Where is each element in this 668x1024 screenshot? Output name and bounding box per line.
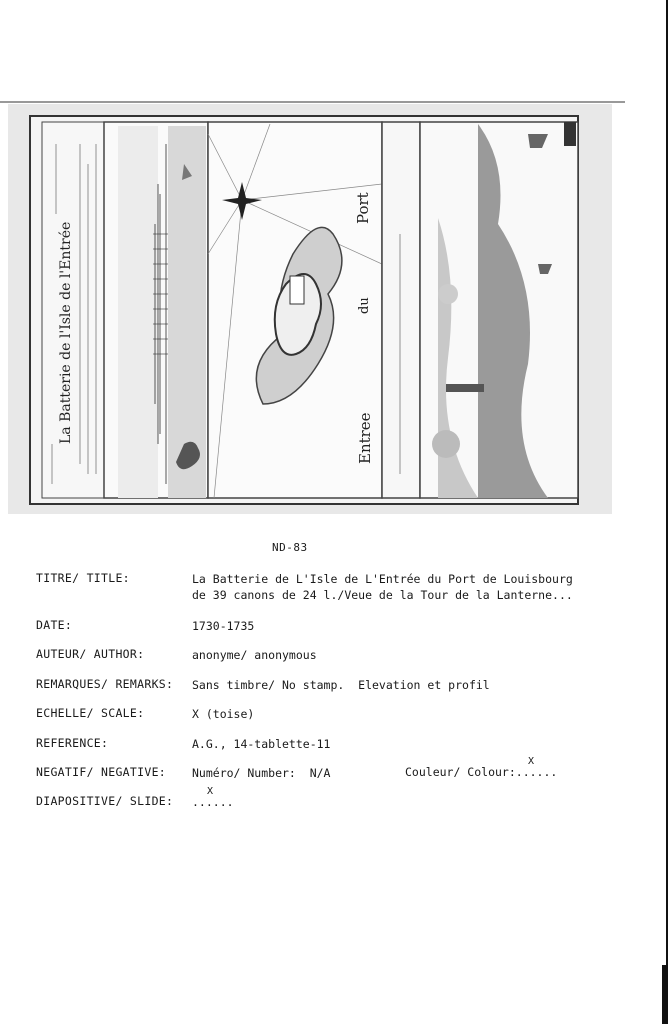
reference-row — [36, 736, 330, 752]
remarks-value: Sans timbre/ No stamp. Elevation et profil — [192, 678, 490, 692]
negative-number: Numéro/ Number: N/A — [192, 766, 331, 780]
scale-label: ECHELLE/ SCALE: — [36, 706, 145, 720]
author-label: AUTEUR/ AUTHOR: — [36, 647, 145, 661]
negative-row — [36, 765, 330, 781]
reference-value: A.G., 14-tablette-11 — [192, 737, 331, 751]
scan-edge-corner — [662, 965, 668, 1024]
negative-colour — [405, 765, 557, 779]
negative-label: NEGATIF/ NEGATIVE: — [36, 765, 167, 779]
reference-label: REFERENCE: — [36, 736, 109, 750]
title-line-1: La Batterie de L'Isle de L'Entrée du Port de Louisbourg — [192, 572, 573, 586]
cartouche-title: La Batterie de l'Isle de l'Entrée — [58, 221, 74, 444]
reference-number: ND-83 — [272, 541, 308, 554]
archival-drawing-photo — [8, 104, 612, 514]
colour-label: Couleur/ Colour:...... — [405, 765, 558, 779]
author-value: anonyme/ anonymous — [192, 648, 317, 662]
remarks-label: REMARQUES/ REMARKS: — [36, 677, 174, 691]
scale-value: X (toise) — [192, 707, 255, 721]
date-row — [36, 618, 254, 634]
date-value: 1730-1735 — [192, 619, 255, 633]
page-top-rule — [0, 101, 625, 103]
scale-row — [36, 706, 254, 722]
map-label-du: du — [357, 297, 372, 314]
slide-check-mark: X — [207, 786, 214, 797]
slide-value: ...... — [192, 795, 234, 809]
author-row — [36, 647, 317, 663]
slide-label: DIAPOSITIVE/ SLIDE: — [36, 794, 174, 808]
title-label: TITRE/ TITLE: — [36, 571, 130, 585]
slide-row — [36, 794, 234, 810]
colour-check-mark: X — [528, 756, 535, 767]
remarks-row — [36, 677, 490, 693]
title-row — [36, 571, 573, 603]
title-value — [192, 571, 573, 603]
map-label-port: Port — [354, 192, 372, 224]
title-line-2: de 39 canons de 24 l./Veue de la Tour de la Lanterne... — [192, 588, 573, 602]
map-label-entree: Entree — [356, 412, 374, 464]
date-label: DATE: — [36, 618, 73, 632]
